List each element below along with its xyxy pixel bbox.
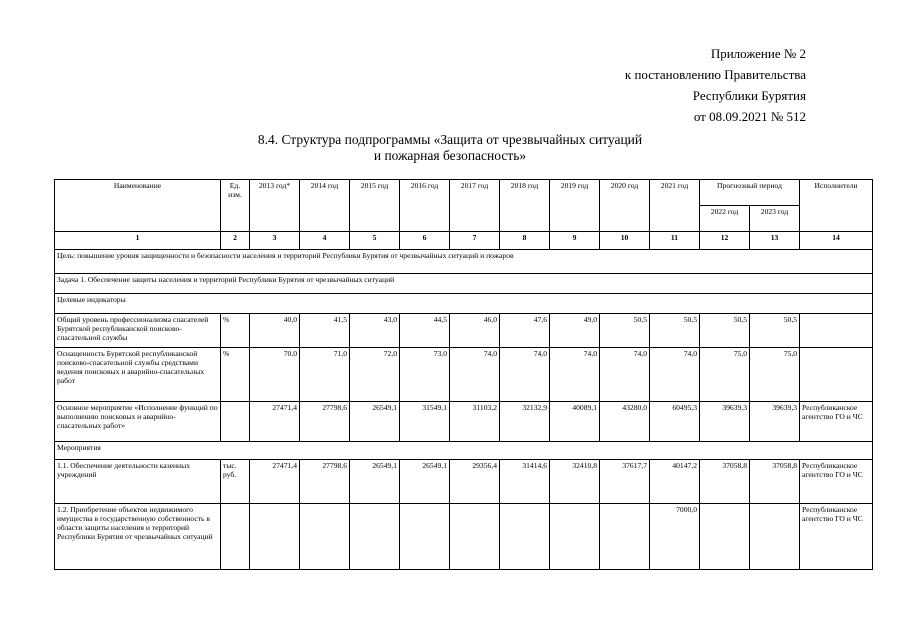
appendix-line: Приложение № 2 xyxy=(710,46,806,61)
header-2016: 2016 год xyxy=(400,180,450,232)
row-value-cell: 43280,0 xyxy=(600,402,650,442)
appendix-line: от 08.09.2021 № 512 xyxy=(693,109,806,124)
column-number-cell: 9 xyxy=(550,232,600,250)
row-value-cell: 74,0 xyxy=(650,348,700,402)
row-value-cell: 44,5 xyxy=(400,314,450,348)
table-row xyxy=(55,402,873,442)
row-value-cell: 40,0 xyxy=(250,314,300,348)
column-number-cell: 7 xyxy=(450,232,500,250)
row-value-cell: 50,5 xyxy=(650,314,700,348)
row-value-cell: 72,0 xyxy=(350,348,400,402)
row-value-cell: 50,5 xyxy=(700,314,750,348)
title-line: и пожарная безопасность» xyxy=(373,148,527,163)
header-2015: 2015 год xyxy=(350,180,400,232)
row-unit-cell: % xyxy=(221,348,250,402)
row-unit-cell xyxy=(221,504,250,570)
column-number-cell: 12 xyxy=(700,232,750,250)
header-2021: 2021 год xyxy=(650,180,700,232)
row-executor-cell: Республиканское агентство ГО и ЧС xyxy=(800,402,873,442)
row-value-cell: 32410,8 xyxy=(550,460,600,504)
title-line: 8.4. Структура подпрограммы «Защита от чрезвычайных ситуаций xyxy=(257,132,643,147)
header-name: Наименование xyxy=(55,180,221,232)
row-value-cell: 49,0 xyxy=(550,314,600,348)
task-row: Задача 1. Обеспечение защиты населения и территорий Республики Бурятия от чрезвычайных ситуаций xyxy=(55,274,873,294)
page-title xyxy=(150,132,750,164)
column-number-cell: 4 xyxy=(300,232,350,250)
row-value-cell: 27471,4 xyxy=(250,460,300,504)
header-executors: Исполнители xyxy=(800,180,873,232)
row-value-cell: 37058,8 xyxy=(750,460,800,504)
row-value-cell: 47,6 xyxy=(500,314,550,348)
header-2022: 2022 год xyxy=(700,206,750,232)
table-row xyxy=(55,314,873,348)
row-value-cell: 50,5 xyxy=(750,314,800,348)
row-value-cell xyxy=(700,504,750,570)
row-executor-cell: Республиканское агентство ГО и ЧС xyxy=(800,504,873,570)
row-value-cell: 37617,7 xyxy=(600,460,650,504)
row-name-cell: Общий уровень профессионализма спасателей Бурятской республиканской поисково-спасательной службы xyxy=(55,314,221,348)
row-value-cell: 39639,3 xyxy=(700,402,750,442)
header-2020: 2020 год xyxy=(600,180,650,232)
row-value-cell: 74,0 xyxy=(500,348,550,402)
row-value-cell xyxy=(350,504,400,570)
row-value-cell: 7000,0 xyxy=(650,504,700,570)
column-number-cell: 5 xyxy=(350,232,400,250)
row-executor-cell: Республиканское агентство ГО и ЧС xyxy=(800,460,873,504)
row-value-cell xyxy=(500,504,550,570)
row-value-cell: 37058,8 xyxy=(700,460,750,504)
column-number-cell: 2 xyxy=(221,232,250,250)
column-number-cell: 3 xyxy=(250,232,300,250)
row-value-cell: 27798,6 xyxy=(300,460,350,504)
column-number-cell: 8 xyxy=(500,232,550,250)
row-unit-cell: тыс. руб. xyxy=(221,460,250,504)
table-row xyxy=(55,460,873,504)
header-2023: 2023 год xyxy=(750,206,800,232)
row-value-cell: 31103,2 xyxy=(450,402,500,442)
header-forecast: Прогнозный период xyxy=(700,180,800,206)
column-number-cell: 1 xyxy=(55,232,221,250)
appendix-line: к постановлению Правительства xyxy=(624,67,806,82)
row-value-cell: 29356,4 xyxy=(450,460,500,504)
row-value-cell: 31414,6 xyxy=(500,460,550,504)
row-value-cell: 27471,4 xyxy=(250,402,300,442)
row-value-cell: 73,0 xyxy=(400,348,450,402)
column-number-cell: 14 xyxy=(800,232,873,250)
row-value-cell: 26549,1 xyxy=(350,402,400,442)
row-value-cell xyxy=(300,504,350,570)
goal-row: Цель: повышение уровня защищенности и безопасности населения и территорий Республики Бурятия от чрезвычайных ситуаций и пожаров xyxy=(55,250,873,274)
row-value-cell: 74,0 xyxy=(450,348,500,402)
row-value-cell: 40147,2 xyxy=(650,460,700,504)
row-value-cell: 39639,3 xyxy=(750,402,800,442)
header-2018: 2018 год xyxy=(500,180,550,232)
header-2017: 2017 год xyxy=(450,180,500,232)
row-value-cell: 75,0 xyxy=(700,348,750,402)
row-executor-cell xyxy=(800,314,873,348)
row-name-cell: 1.1. Обеспечение деятельности казенных учреждений xyxy=(55,460,221,504)
subprogram-structure-table xyxy=(54,179,873,570)
row-value-cell: 43,0 xyxy=(350,314,400,348)
column-number-cell: 11 xyxy=(650,232,700,250)
column-numbers-row xyxy=(55,232,873,250)
table-row xyxy=(55,348,873,402)
row-value-cell: 70,0 xyxy=(250,348,300,402)
row-value-cell xyxy=(550,504,600,570)
column-number-cell: 10 xyxy=(600,232,650,250)
row-value-cell: 32132,9 xyxy=(500,402,550,442)
row-name-cell: Основное мероприятие «Исполнение функций по выполнению поисковых и аварийно-спасательных работ» xyxy=(55,402,221,442)
column-number-cell: 6 xyxy=(400,232,450,250)
row-value-cell: 75,0 xyxy=(750,348,800,402)
row-value-cell: 74,0 xyxy=(550,348,600,402)
row-value-cell: 40089,1 xyxy=(550,402,600,442)
header-unit: Ед. изм. xyxy=(221,180,250,232)
row-value-cell: 31549,1 xyxy=(400,402,450,442)
table-row xyxy=(55,504,873,570)
row-value-cell: 74,0 xyxy=(600,348,650,402)
row-value-cell: 41,5 xyxy=(300,314,350,348)
row-value-cell: 50,5 xyxy=(600,314,650,348)
row-value-cell xyxy=(750,504,800,570)
row-value-cell xyxy=(600,504,650,570)
header-2019: 2019 год xyxy=(550,180,600,232)
row-value-cell: 26549,1 xyxy=(400,460,450,504)
indicators-title: Целевые индикаторы xyxy=(55,294,873,314)
column-number-cell: 13 xyxy=(750,232,800,250)
row-executor-cell xyxy=(800,348,873,402)
row-name-cell: Оснащенность Бурятской республиканской поисково-спасательной службы средствами ведения поисковых и аварийно-спасательных работ xyxy=(55,348,221,402)
appendix-block xyxy=(566,43,806,127)
header-2014: 2014 год xyxy=(300,180,350,232)
row-value-cell xyxy=(250,504,300,570)
header-2013: 2013 год* xyxy=(250,180,300,232)
row-value-cell: 60495,3 xyxy=(650,402,700,442)
row-value-cell: 27798,6 xyxy=(300,402,350,442)
row-value-cell: 71,0 xyxy=(300,348,350,402)
appendix-line: Республики Бурятия xyxy=(692,88,806,103)
row-value-cell: 46,0 xyxy=(450,314,500,348)
row-value-cell xyxy=(450,504,500,570)
row-unit-cell xyxy=(221,402,250,442)
row-name-cell: 1.2. Приобретение объектов недвижимого имущества в государственную собственность в области защиты населения и территорий Республики Бурятия от чрезвычайных ситуаций xyxy=(55,504,221,570)
row-value-cell: 26549,1 xyxy=(350,460,400,504)
row-unit-cell: % xyxy=(221,314,250,348)
measures-title: Мероприятия xyxy=(55,442,873,460)
row-value-cell xyxy=(400,504,450,570)
